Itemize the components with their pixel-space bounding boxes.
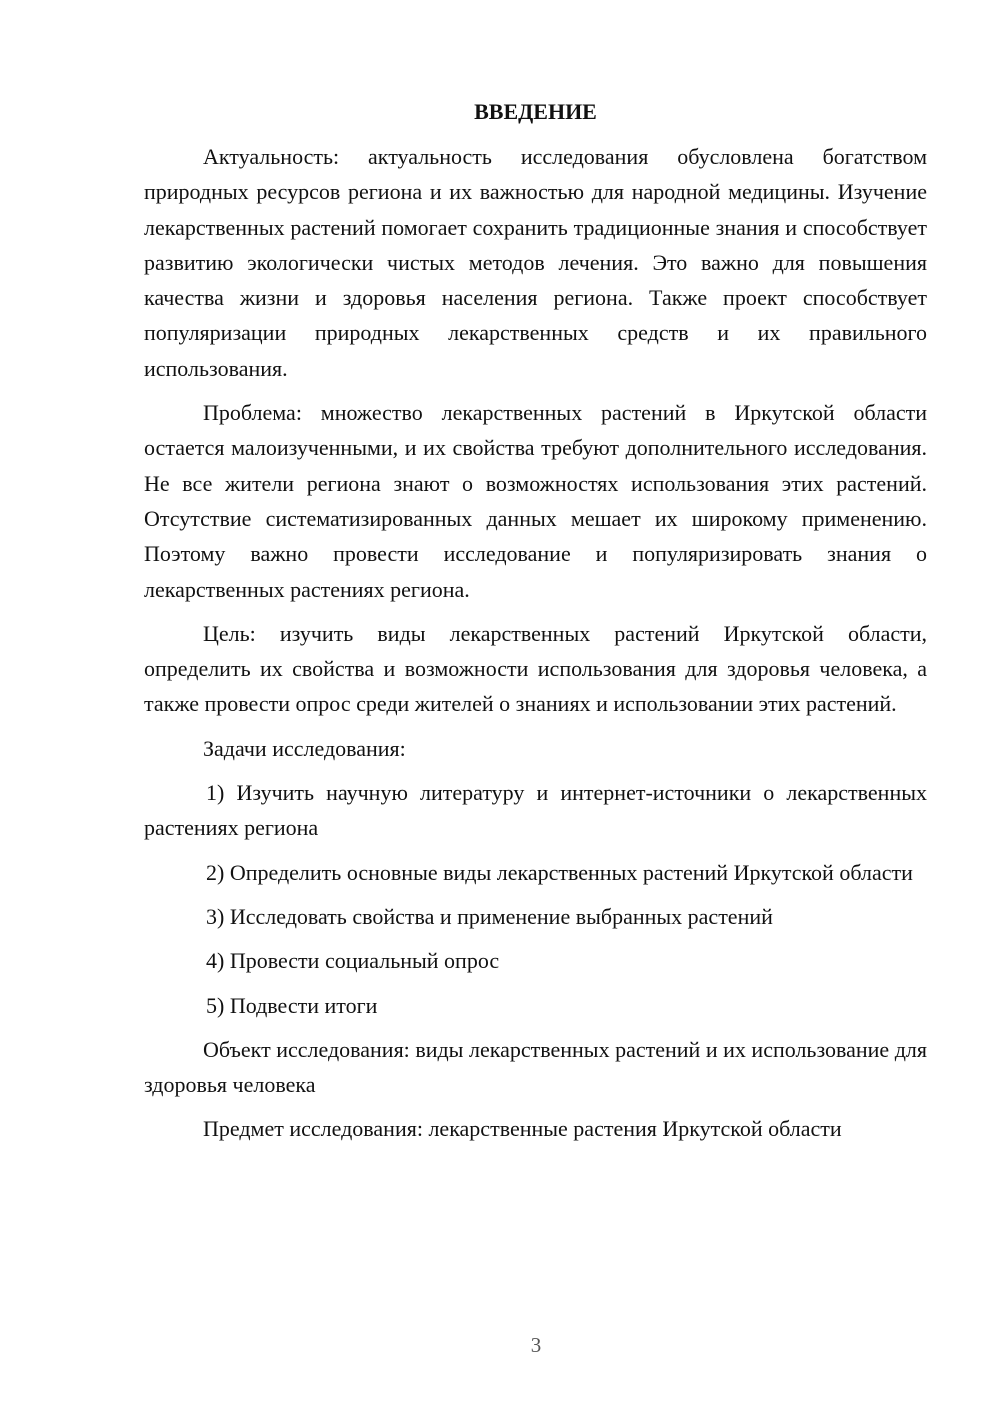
task-number: 4) xyxy=(206,948,225,974)
task-item xyxy=(144,988,927,1023)
problem-paragraph: Проблема: множество лекарственных растений в Иркутской области остается малоизученными, и их свойства требуют дополнительного исследования. Не все жители региона знают о возможностях использования этих растений. Отсутствие систематизированных данных мешает их широкому применению. Поэтому важно провести исследование и популяризировать знания о лекарственных растениях региона. xyxy=(144,400,927,602)
page-number: 3 xyxy=(530,1333,542,1357)
task-text: Определить основные виды лекарственных растений Иркутской области xyxy=(229,859,913,885)
task-text: Исследовать свойства и применение выбранных растений xyxy=(229,903,773,929)
relevance-paragraph: Актуальность: актуальность исследования обусловлена богатством природных ресурсов региона и их важностью для народной медицины. Изучение лекарственных растений помогает сохранить традиционные знания и способствует развитию экологически чистых методов лечения. Это важно для повышения качества жизни и здоровья населения региона. Также проект способствует популяризации природных лекарственных средств и их правильного использования. xyxy=(144,144,927,381)
task-item xyxy=(144,899,927,934)
page-content xyxy=(144,94,927,1156)
object-paragraph: Объект исследования: виды лекарственных растений и их использование для здоровья человека xyxy=(144,1036,927,1098)
task-item xyxy=(144,775,927,846)
task-text: Изучить научную литературу и интернет-источники о лекарственных растениях региона xyxy=(144,780,927,841)
task-text: Подвести итоги xyxy=(229,992,378,1018)
task-text: Провести социальный опрос xyxy=(229,948,500,974)
page-title: ВВЕДЕНИЕ xyxy=(474,99,597,124)
task-number: 3) xyxy=(206,903,225,929)
task-number: 1) xyxy=(206,780,225,806)
task-item xyxy=(144,855,927,890)
task-number: 2) xyxy=(206,859,225,885)
subject-paragraph: Предмет исследования: лекарственные растения Иркутской области xyxy=(203,1116,842,1142)
tasks-heading: Задачи исследования: xyxy=(203,735,406,761)
task-number: 5) xyxy=(206,992,225,1018)
goal-paragraph: Цель: изучить виды лекарственных растений Иркутской области, определить их свойства и возможности использования для здоровья человека, а также провести опрос среди жителей о знаниях и использовании этих растений. xyxy=(144,620,927,717)
task-item xyxy=(144,943,927,978)
